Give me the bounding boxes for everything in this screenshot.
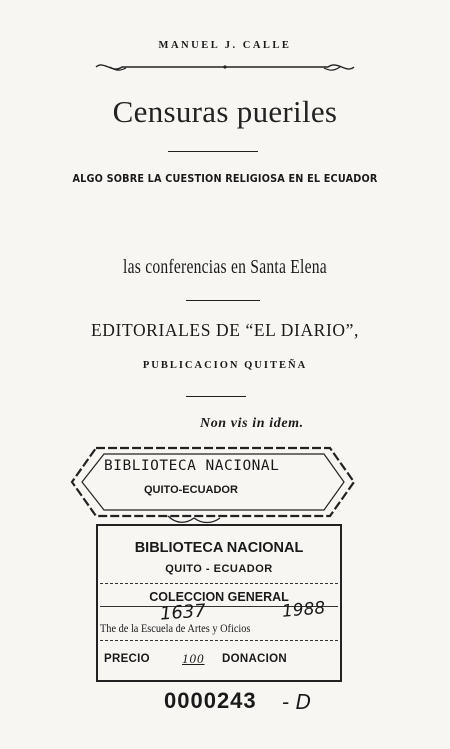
- stamp-banner-title: BIBLIOTECA NACIONAL: [104, 458, 280, 474]
- stamp-banner-location: QUITO-ECUADOR: [144, 484, 238, 496]
- inventory-number: 0000243: [164, 688, 257, 713]
- stamp-collection: COLECCION GENERAL: [149, 590, 289, 604]
- library-stamp-banner: [68, 440, 358, 524]
- stamp-box-location: QUITO - ECUADOR: [165, 563, 273, 575]
- stamp-source: The de la Escuela de Artes y Oficios: [100, 621, 251, 635]
- divider-rule: [186, 300, 260, 301]
- author-name: MANUEL J. CALLE: [158, 40, 292, 51]
- stamp-donation-label: DONACION: [222, 653, 288, 665]
- stamp-box-title: BIBLIOTECA NACIONAL: [134, 540, 304, 556]
- conferences-line: las conferencias en Santa Elena: [123, 256, 327, 278]
- divider-rule: [186, 396, 246, 397]
- divider-rule: [168, 151, 258, 152]
- stamp-divider: [100, 583, 338, 584]
- ornament-divider: [92, 56, 358, 78]
- publication-line: PUBLICACION QUITEÑA: [142, 360, 308, 371]
- handwritten-accession-number: 1637: [159, 600, 207, 625]
- book-subtitle: ALGO SOBRE LA CUESTION RELIGIOSA EN EL ECUADOR: [72, 172, 378, 185]
- stamp-price-label: PRECIO: [104, 653, 150, 665]
- stamp-divider: [100, 640, 338, 641]
- book-title: Censuras pueriles: [112, 94, 338, 129]
- epigraph: Non vis in idem.: [200, 416, 304, 431]
- editorials-line: EDITORIALES DE “EL DIARIO”,: [91, 320, 359, 340]
- stamp-price-value: 100: [182, 651, 205, 666]
- handwritten-year: 1988: [281, 598, 327, 622]
- inventory-suffix: - D: [282, 690, 311, 714]
